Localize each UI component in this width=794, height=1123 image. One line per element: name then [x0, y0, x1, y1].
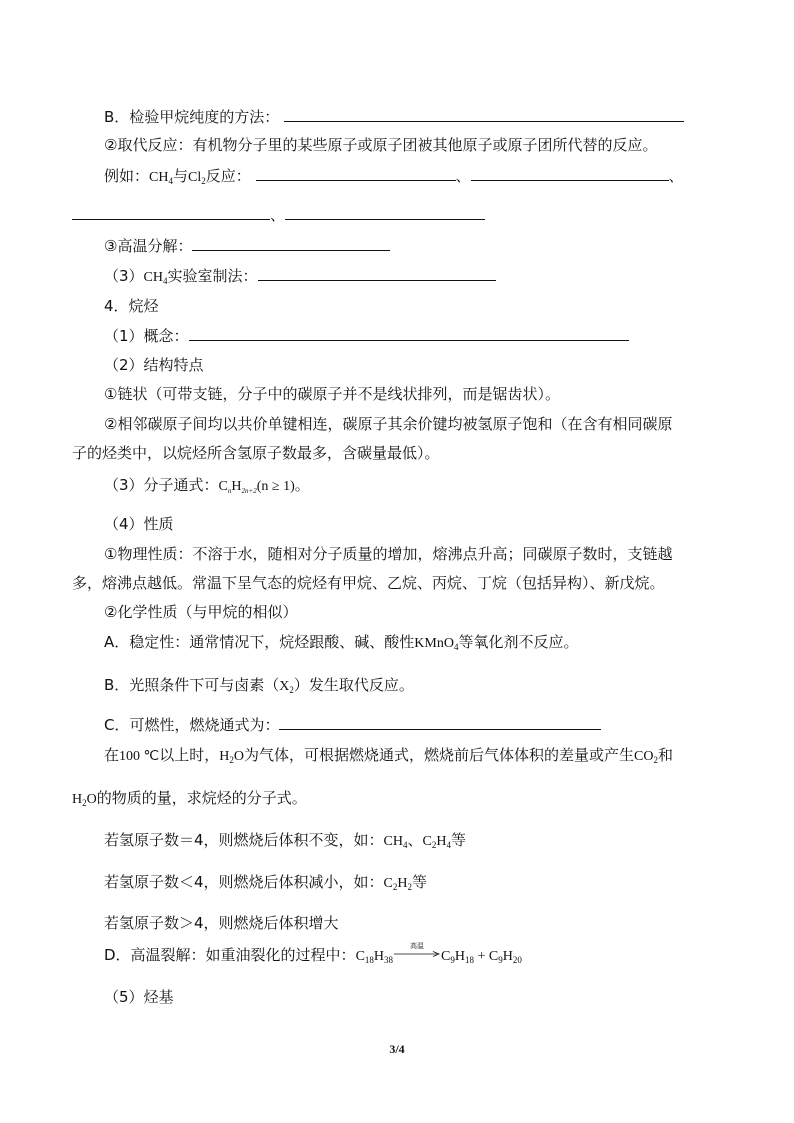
text: 若氢原子数＜4，则燃烧后体积减小，如：	[104, 873, 384, 891]
text: 为气体，可根据燃烧通式，燃烧前后气体体积的差量或产生	[244, 746, 635, 764]
formula-x2: $X_2$	[279, 679, 294, 695]
answer-blank[interactable]	[189, 326, 629, 341]
formula-co2: $CO_2$	[634, 749, 658, 765]
text: 的物质的量，求烷烃的分子式。	[96, 789, 307, 807]
text: （5）烃基	[104, 988, 174, 1006]
answer-blank[interactable]	[284, 107, 684, 122]
text: 在	[104, 746, 120, 764]
text: ①物理性质：不溶于水，随相对分子质量的增加，熔沸点升高；同碳原子数时，支链越	[104, 545, 673, 563]
formula-cnh2n2: $C_nH_{2n+2}(n \ge 1)$	[218, 479, 295, 495]
combustion-note-line-2	[72, 787, 307, 811]
formula-ch4: $CH_4$	[143, 270, 168, 286]
decomposition-line	[104, 235, 390, 257]
reaction-arrow-icon	[393, 942, 441, 959]
text: C．可燃性，燃烧通式为：	[104, 716, 280, 734]
text: 实验室制法：	[167, 267, 258, 285]
answer-blank[interactable]	[285, 205, 485, 220]
formula-ch4: $CH_4$	[383, 834, 408, 850]
section-heading-alkanes	[104, 295, 159, 317]
answer-blank[interactable]	[192, 236, 390, 251]
answer-blank[interactable]	[72, 205, 270, 220]
text: （3）分子通式：	[104, 476, 219, 494]
halogenation-line	[104, 674, 414, 698]
text: D．高温裂解：如重油裂化的过程中：	[104, 946, 356, 964]
text: ①链状（可带支链，分子中的碳原子并不是线状排列，而是锯齿状）。	[104, 385, 560, 403]
lab-preparation-line	[104, 265, 496, 289]
text: 若氢原子数＞4，则燃烧后体积增大	[104, 914, 339, 932]
separator: 、	[455, 167, 471, 185]
text: 反应：	[205, 167, 251, 185]
text: 和	[657, 746, 673, 764]
general-formula-line	[104, 474, 310, 498]
text: ②取代反应：有机物分子里的某些原子或原子团被其他原子或原子团所代替的反应。	[104, 136, 658, 154]
hydrocarbon-group-heading	[104, 986, 174, 1008]
text: 等	[412, 873, 428, 891]
text: ③高温分解：	[104, 237, 193, 255]
hydrogen-gt-4-line	[104, 912, 339, 934]
answer-blank[interactable]	[471, 166, 669, 181]
structure-heading	[104, 354, 204, 376]
cracking-line	[104, 944, 522, 968]
answer-blank[interactable]	[256, 166, 456, 181]
text: B．光照条件下可与卤素（	[104, 676, 280, 694]
formula-c2h2: $C_2H_2$	[383, 876, 413, 892]
text: 等	[450, 831, 466, 849]
text: 若氢原子数＝4，则燃烧后体积不变，如：	[104, 831, 384, 849]
methane-purity-test-line	[104, 106, 684, 128]
text: （1）概念：	[104, 327, 189, 345]
text: （3）	[104, 267, 144, 285]
text: （2）结构特点	[104, 356, 204, 374]
cracking-equation: $C_{18}H_{38}$ 高温 $C_9H_{18} + C_9H_{20}$	[356, 949, 522, 964]
text: ②化学性质（与甲烷的相似）	[104, 603, 298, 621]
formula-ch4: $CH_4$	[149, 170, 173, 186]
answer-blank[interactable]	[258, 266, 496, 281]
substitution-blanks-line	[72, 204, 485, 226]
formula-h2o: $H_2O$	[219, 749, 245, 765]
chemical-property-heading	[104, 601, 297, 623]
combustion-note-line-1	[104, 744, 673, 768]
text: B．检验甲烷纯度的方法：	[104, 108, 280, 126]
text: 与	[172, 167, 188, 185]
text: 子的烃类中，以烷烃所含氢原子数最多，含碳量最低）。	[72, 444, 440, 462]
text: A．稳定性：通常情况下，烷烃跟酸、碱、酸性	[104, 633, 415, 651]
saturation-line-1	[104, 413, 672, 435]
text: 以上时，	[159, 746, 220, 764]
temperature: 100 ℃	[119, 749, 160, 764]
formula-h2o: $H_2O$	[72, 792, 97, 808]
text: （4）性质	[104, 515, 174, 533]
text: ②相邻碳原子间均以共价单键相连，碳原子其余价键均被氢原子饱和（在含有相同碳原	[104, 415, 673, 433]
physical-property-line-1	[104, 543, 672, 565]
separator: 、	[270, 206, 286, 224]
page-number: 3/4	[389, 1042, 405, 1056]
formula-kmno4: KMnO$_4$	[414, 636, 459, 652]
text: ）发生取代反应。	[293, 676, 414, 694]
separator: 、	[407, 831, 423, 849]
hydrogen-eq-4-line	[104, 829, 466, 853]
substitution-definition-line	[104, 134, 657, 156]
concept-line	[104, 325, 629, 347]
formula-cl2: $Cl_2$	[187, 170, 206, 186]
properties-heading	[104, 513, 174, 535]
text: 多，熔沸点越低。常温下呈气态的烷烃有甲烷、乙烷、丙烷、丁烷（包括异构）、新戊烷。	[72, 574, 665, 592]
answer-blank[interactable]	[279, 715, 601, 730]
stability-line	[104, 631, 578, 655]
separator: 、	[668, 167, 684, 185]
arrow-condition: 高温	[410, 942, 425, 950]
text: 例如：	[104, 167, 150, 185]
formula-c2h4: $C_2H_4$	[422, 834, 451, 850]
text: 。	[294, 476, 310, 494]
saturation-line-2	[72, 442, 440, 464]
physical-property-line-2	[72, 572, 665, 594]
combustion-line	[104, 714, 601, 736]
chain-line	[104, 383, 560, 405]
heading: 4．烷烃	[104, 297, 159, 315]
hydrogen-lt-4-line	[104, 871, 427, 895]
text: 等氧化剂不反应。	[458, 633, 579, 651]
substitution-example-line	[104, 165, 684, 189]
